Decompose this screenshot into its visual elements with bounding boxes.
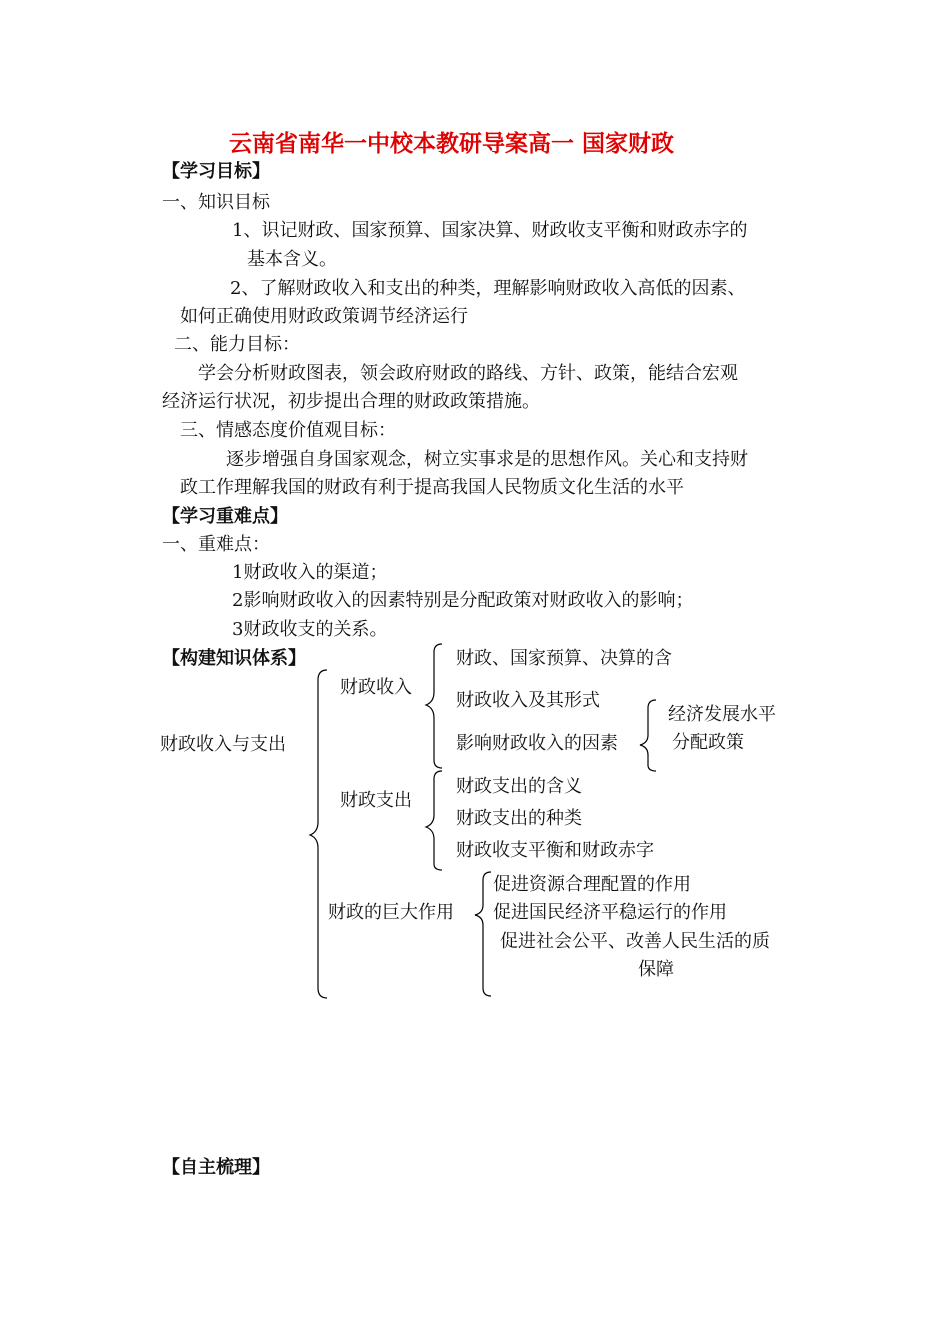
ability-goal-line2: 经济运行状况，初步提出合理的财政政策措施。 <box>162 391 540 412</box>
knowledge-goal-2-line1: 2、了解财政收入和支出的种类，理解影响财政收入高低的因素、 <box>230 278 746 299</box>
factor-2: 分配政策 <box>672 732 744 753</box>
role-label: 财政的巨大作用 <box>328 902 454 923</box>
income-item-2: 财政收入及其形式 <box>456 690 600 711</box>
key-point-3: 3财政收支的关系。 <box>232 619 388 640</box>
expenditure-item-1: 财政支出的含义 <box>456 776 582 797</box>
self-study-header: 【自主梳理】 <box>162 1157 270 1178</box>
key-point-1: 1财政收入的渠道； <box>232 562 388 583</box>
income-brace <box>426 644 442 768</box>
knowledge-system-header: 【构建知识体系】 <box>162 648 306 669</box>
role-item-3: 促进社会公平、改善人民生活的质 <box>500 931 770 952</box>
expenditure-item-3: 财政收支平衡和财政赤字 <box>456 840 654 861</box>
ability-goal-heading: 二、能力目标： <box>174 334 300 355</box>
knowledge-goal-1-line1: 1、识记财政、国家预算、国家决算、财政收支平衡和财政赤字的 <box>232 220 748 241</box>
expenditure-brace <box>426 771 442 870</box>
goals-header: 【学习目标】 <box>162 161 270 182</box>
expenditure-item-2: 财政支出的种类 <box>456 808 582 829</box>
key-points-header: 【学习重难点】 <box>162 506 288 527</box>
root-brace <box>310 670 327 998</box>
factors-brace <box>640 700 656 771</box>
emotion-goal-heading: 三、情感态度价值观目标： <box>180 420 396 441</box>
role-item-1: 促进资源合理配置的作用 <box>493 874 691 895</box>
role-item-2: 促进国民经济平稳运行的作用 <box>493 902 727 923</box>
key-point-2: 2影响财政收入的因素特别是分配政策对财政收入的影响； <box>232 590 694 611</box>
emotion-goal-line2: 政工作理解我国的财政有利于提高我国人民物质文化生活的水平 <box>180 477 684 498</box>
emotion-goal-line1: 逐步增强自身国家观念，树立实事求是的思想作风。关心和支持财 <box>226 449 748 470</box>
knowledge-goal-1-line2: 基本含义。 <box>247 249 337 270</box>
knowledge-goal-heading: 一、知识目标 <box>162 192 270 213</box>
role-item-3-cont: 保障 <box>638 959 674 980</box>
role-brace <box>475 872 491 996</box>
factor-1: 经济发展水平 <box>668 704 776 725</box>
tree-root-label: 财政收入与支出 <box>160 734 286 755</box>
key-points-heading: 一、重难点： <box>162 534 270 555</box>
income-label: 财政收入 <box>340 677 412 698</box>
knowledge-goal-2-line2: 如何正确使用财政政策调节经济运行 <box>180 306 468 327</box>
page-title: 云南省南华一中校本教研导案高一 国家财政 <box>229 131 675 157</box>
expenditure-label: 财政支出 <box>340 790 412 811</box>
ability-goal-line1: 学会分析财政图表，领会政府财政的路线、方针、政策，能结合宏观 <box>198 363 738 384</box>
income-item-1: 财政、国家预算、决算的含 <box>456 648 672 669</box>
income-item-3: 影响财政收入的因素 <box>456 733 618 754</box>
